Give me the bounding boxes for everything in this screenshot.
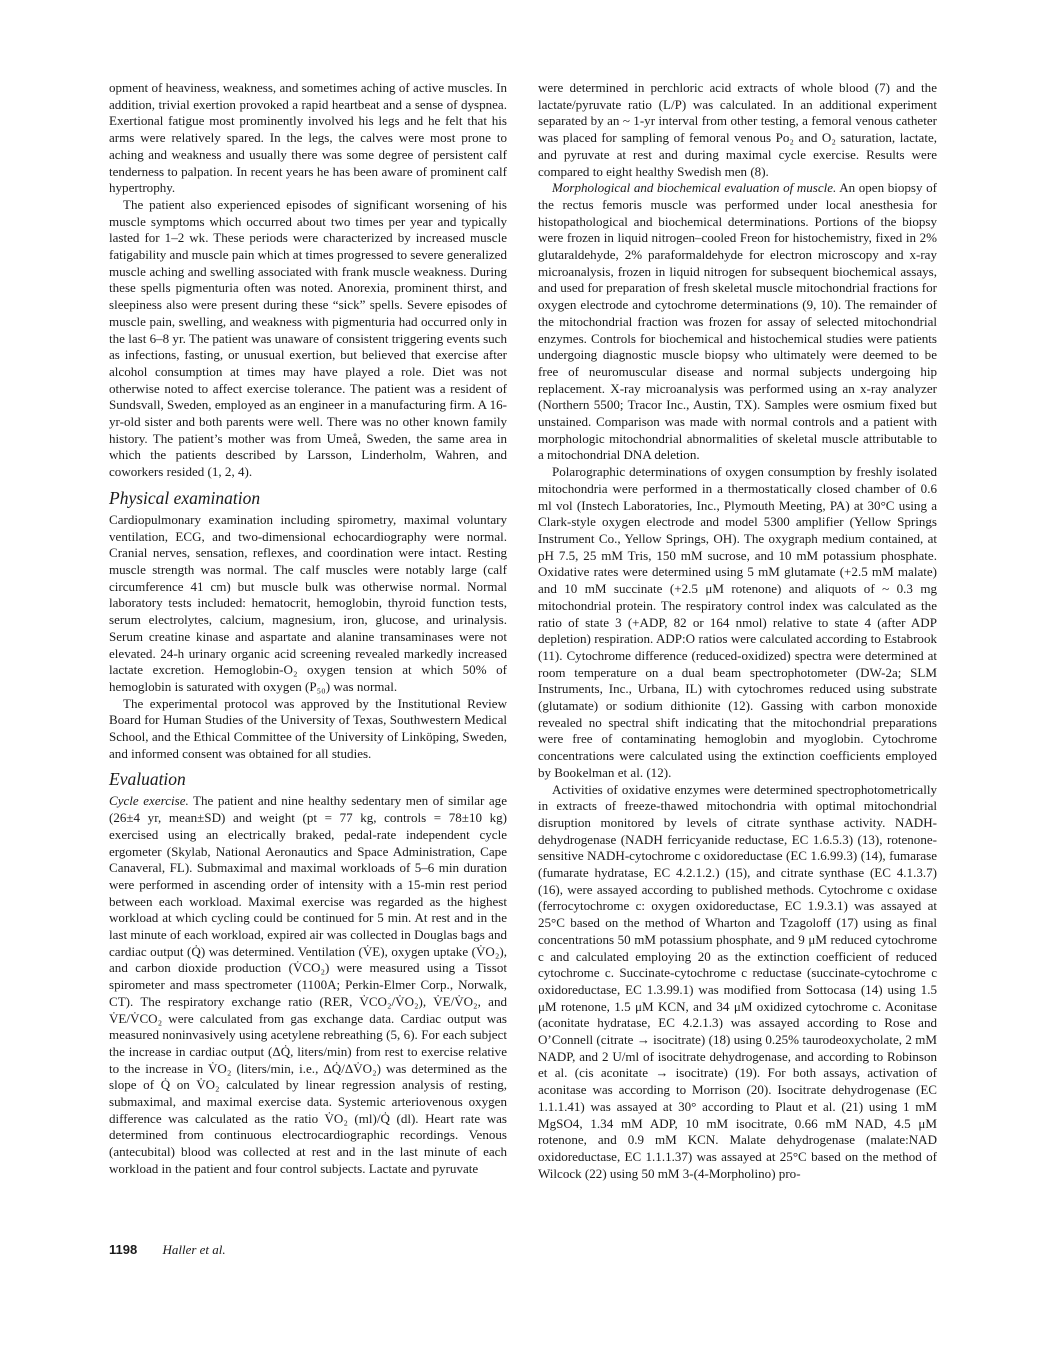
paragraph: Activities of oxidative enzymes were determined spectrophotometrically in extracts of freeze-thawed mitochondria with optimal mitochondrial disruption monitored by levels of citrate synthase activity. NADH-dehydrogenase (NADH ferricyanide reductase, EC 1.6.5.3) (13), rotenone-sensitive NADH-cytochrome c oxidoreductase (EC 1.6.99.3) (14), fumarase (fumarate hydratase, EC 4.2.1.2.) (15), and citrate synthase (EC 4.1.3.7) (16), were assayed according to published methods. Cytochrome c oxidase (ferrocytochrome c: oxygen oxidoreductase, EC 1.9.3.1) was assayed at 25°C based on the method of Wharton and Tzagoloff (17) using as final concentrations 50 mM potassium phosphate, and 9 μM reduced cytochrome c and calculated employing 20 as the extinction coefficient of reduced cytochrome c. Succinate-cytochrome c reductase (succinate-cytochrome c oxidoreductase, EC 1.3.99.1) was modified from Sottocasa (14) using 1.5 μM rotenone, 1.5 μM KCN, and 34 μM oxidized cytochrome c. Aconitase (aconitate hydratase, EC 4.2.1.3) was assayed according to Rose and O’Connell (citrate → isocitrate) (18) using 0.25% taurodeoxycholate, 2 mM NADP, and 2 U/ml of isocitrate dehydrogenase, and according to Robinson et al. (cis aconitate → isocitrate) (19). For both assays, activation of aconitase was according to Morrison (20). Isocitrate dehydrogenase (EC 1.1.1.41) was assayed at 30° according to Plaut et al. (21) using 1 mM MgSO4, 1.34 mM ADP, 10 mM isocitrate, 0.66 mM NAD, 4.5 μM rotenone, and 0.9 mM KCN. Malate dehydrogenase (malate:NAD oxidoreductase, EC 1.1.1.37) was assayed at 25°C based on the method of Wilcock (22) using 50 mM 3-(4-Morpholino) pro- bbox=[538, 781, 937, 1181]
left-column bbox=[109, 80, 507, 1178]
right-column bbox=[538, 80, 937, 1182]
paragraph-text: The patient and nine healthy sedentary men of similar age (26±4 yr, mean±SD) and weight (pt = 77 kg, controls = 78±10 kg) exercised using an electrically braked, pedal-rate independent cycle ergometer (Skylab, National Aeronautics and Space Administration, Cape Canaveral, FL). Submaximal and maximal workloads of 5–6 min duration were performed in ascending order of intensity with a 15-min rest period between each workload. Maximal exercise was regarded as the highest workload at which cycling could be continued for 5 min. At rest and in the last minute of each workload, expired air was collected in Douglas bags and cardiac output (Q̇) was determined. Ventilation (V̇E), oxygen uptake (V̇O₂), and carbon dioxide production (V̇CO₂) were measured using a Tissot spirometer and mass spectrometer (1100A; Perkin-Elmer Corp., Norwalk, CT). The respiratory exchange ratio (RER, V̇CO₂/V̇O₂), V̇E/V̇O₂, and V̇E/V̇CO₂ were calculated from gas exchange data. Cardiac output was measured noninvasively using acetylene rebreathing (5, 6). For each subject the increase in cardiac output (ΔQ̇, liters/min) from rest to exercise relative to the increase in V̇O₂ (liters/min, i.e., ΔQ̇/ΔV̇O₂) was determined as the slope of Q̇ on V̇O₂ calculated by linear regression analysis of resting, submaximal, and maximal exercise data. Systemic arteriovenous oxygen difference was calculated as the ratio V̇O₂ (ml)/Q̇ (dl). Heart rate was determined from continuous electrocardiographic recordings. Venous (antecubital) blood was collected at rest and in the last minute of each workload in the patient and four control subjects. Lactate and pyruvate bbox=[109, 793, 507, 1176]
section-heading-physical-examination: Physical examination bbox=[109, 487, 261, 508]
paragraph bbox=[538, 180, 937, 464]
paragraph: were determined in perchloric acid extracts of whole blood (7) and the lactate/pyruvate ratio (L/P) was calculated. In an additional experiment separated by an ~ 1-yr interval from other testing, a femoral venous catheter was placed for sampling of femoral venous Po₂ and O₂ saturation, lactate, and pyruvate at rest and during maximal cycle exercise. Results were compared to eight healthy Swedish men (8). bbox=[538, 80, 937, 179]
paragraph bbox=[109, 793, 507, 1177]
paragraph-text: An open biopsy of the rectus femoris muscle was performed under local anesthesia for histopathological and biochemical determinations. Portions of the biopsy were frozen in liquid nitrogen–cooled Freon for histochemistry, fixed in 2% glutaraldehyde, 2% paraformaldehyde for electron microscopy and x-ray microanalysis, frozen in liquid nitrogen for subsequent biochemical assays, and used for preparation of fresh skeletal muscle mitochondrial fractions for oxygen electrode and cytochrome determinations (9, 10). The remainder of the mitochondrial fraction was frozen for assay of selected mitochondrial enzymes. Controls for biochemical and histochemical studies were patients undergoing diagnostic muscle biopsy who ultimately were deemed to be free of neuromuscular disease and normal subjects undergoing hip replacement. X-ray microanalysis was performed using an x-ray analyzer (Northern 5500; Tracor Inc., Austin, TX). Samples were osmium fixed but unstained. Comparison was made with normal controls and a patient with morphologic mitochondrial abnormalities of skeletal muscle attributable to a mitochondrial DNA deletion. bbox=[538, 180, 937, 463]
paragraph: Cardiopulmonary examination including spirometry, maximal voluntary ventilation, ECG, and two-dimensional echocardiography were normal. Cranial nerves, sensation, reflexes, and coordination were intact. Resting muscle strength was normal. The calf muscles were notably large (calf circumference 41 cm) but muscle bulk was otherwise normal. Normal laboratory tests included: hematocrit, hemoglobin, thyroid function tests, serum electrolytes, calcium, magnesium, iron, glucose, and urinalysis. Serum creatine kinase and aspartate and alanine transaminases were not elevated. 24-h urinary organic acid screening revealed markedly increased lactate excretion. Hemoglobin-O₂ oxygen tension at which 50% of hemoglobin is saturated with oxygen (P₅₀) was normal. bbox=[109, 511, 507, 694]
page-number: 1198 bbox=[109, 1242, 138, 1257]
section-heading-evaluation: Evaluation bbox=[109, 769, 186, 790]
paragraph: opment of heaviness, weakness, and sometimes aching of active muscles. In addition, trivial exertion provoked a rapid heartbeat and a sense of dyspnea. Exertional fatigue most prominently involved his legs and he felt that his arms were relatively spared. In the legs, the calves were most prone to aching and weakness and usually there was some degree of persistent calf tenderness to palpation. In recent years he has been aware of prominent calf hypertrophy. bbox=[109, 80, 507, 196]
running-author: Haller et al. bbox=[162, 1242, 226, 1257]
run-in-heading-cycle-exercise: Cycle exercise. bbox=[109, 793, 189, 809]
paragraph: Polarographic determinations of oxygen consumption by freshly isolated mitochondria were performed in a thermostatically closed chamber of 0.6 ml vol (Instech Laboratories, Inc., Plymouth Meeting, PA) at 30°C using a Clark-style oxygen electrode and model 5300 amplifier (Yellow Springs Instrument Co., Yellow Springs, OH). The oxygraph medium contained, at pH 7.5, 25 mM Tris, 150 mM sucrose, and 10 mM potassium phosphate. Oxidative rates were determined using 5 mM glutamate (+2.5 mM malate) and 10 mM succinate (+2.5 μM rotenone) and aliquots of ~ 0.3 mg mitochondrial protein. The respiratory control index was calculated as the ratio of state 3 (+ADP, 82 or 164 nmol) relative to state 4 (after ADP depletion) respiration. ADP:O ratios were calculated according to Estabrook (11). Cytochrome difference (reduced-oxidized) spectra were determined at room temperature on a dual beam spectrophotometer (DW-2a; SLM Instruments, Inc., Urbana, IL) with cytochromes reduced using substrate (glutamate) or sodium dithionite (12). Gassing with carbon monoxide revealed no spectral shift indicating that the mitochondrial preparations were free of contaminating hemoglobin and myoglobin. Cytochrome concentrations were calculated using the extinction coefficients employed by Bookelman et al. (12). bbox=[538, 464, 937, 780]
paragraph: The patient also experienced episodes of significant worsening of his muscle symptoms which occurred about two times per year and typically lasted for 1–2 wk. These periods were characterized by increased muscle fatigability and muscle pain which at times progressed to severe generalized muscle aching and swelling associated with frank muscle weakness. During these spells pigmenturia often was noted. Anorexia, prominent thirst, and sleepiness also were present during these “sick” spells. Severe episodes of muscle pain, swelling, and weakness with pigmenturia had occurred only in the last 6–8 yr. The patient was unaware of consistent triggering events such as infections, fasting, or unusual exertion, but believed that exercise after alcohol consumption at times may have played a role. Diet was not otherwise noted to affect exercise tolerance. The patient was a resident of Sundsvall, Sweden, employed as an engineer in a manufacturing firm. A 16-yr-old sister and both parents were well. There was no other known family history. The patient’s mother was from Umeå, Sweden, the same area in which the patients described by Larsson, Linderholm, Wahren, and coworkers resided (1, 2, 4). bbox=[109, 196, 507, 480]
run-in-heading-morphological: Morphological and biochemical evaluation of muscle. bbox=[552, 180, 837, 196]
page-footer bbox=[109, 1242, 226, 1258]
paragraph: The experimental protocol was approved by the Institutional Review Board for Human Studies of the University of Texas, Southwestern Medical School, and the Ethical Committee of the University of Linköping, Sweden, and informed consent was obtained for all studies. bbox=[109, 695, 507, 761]
